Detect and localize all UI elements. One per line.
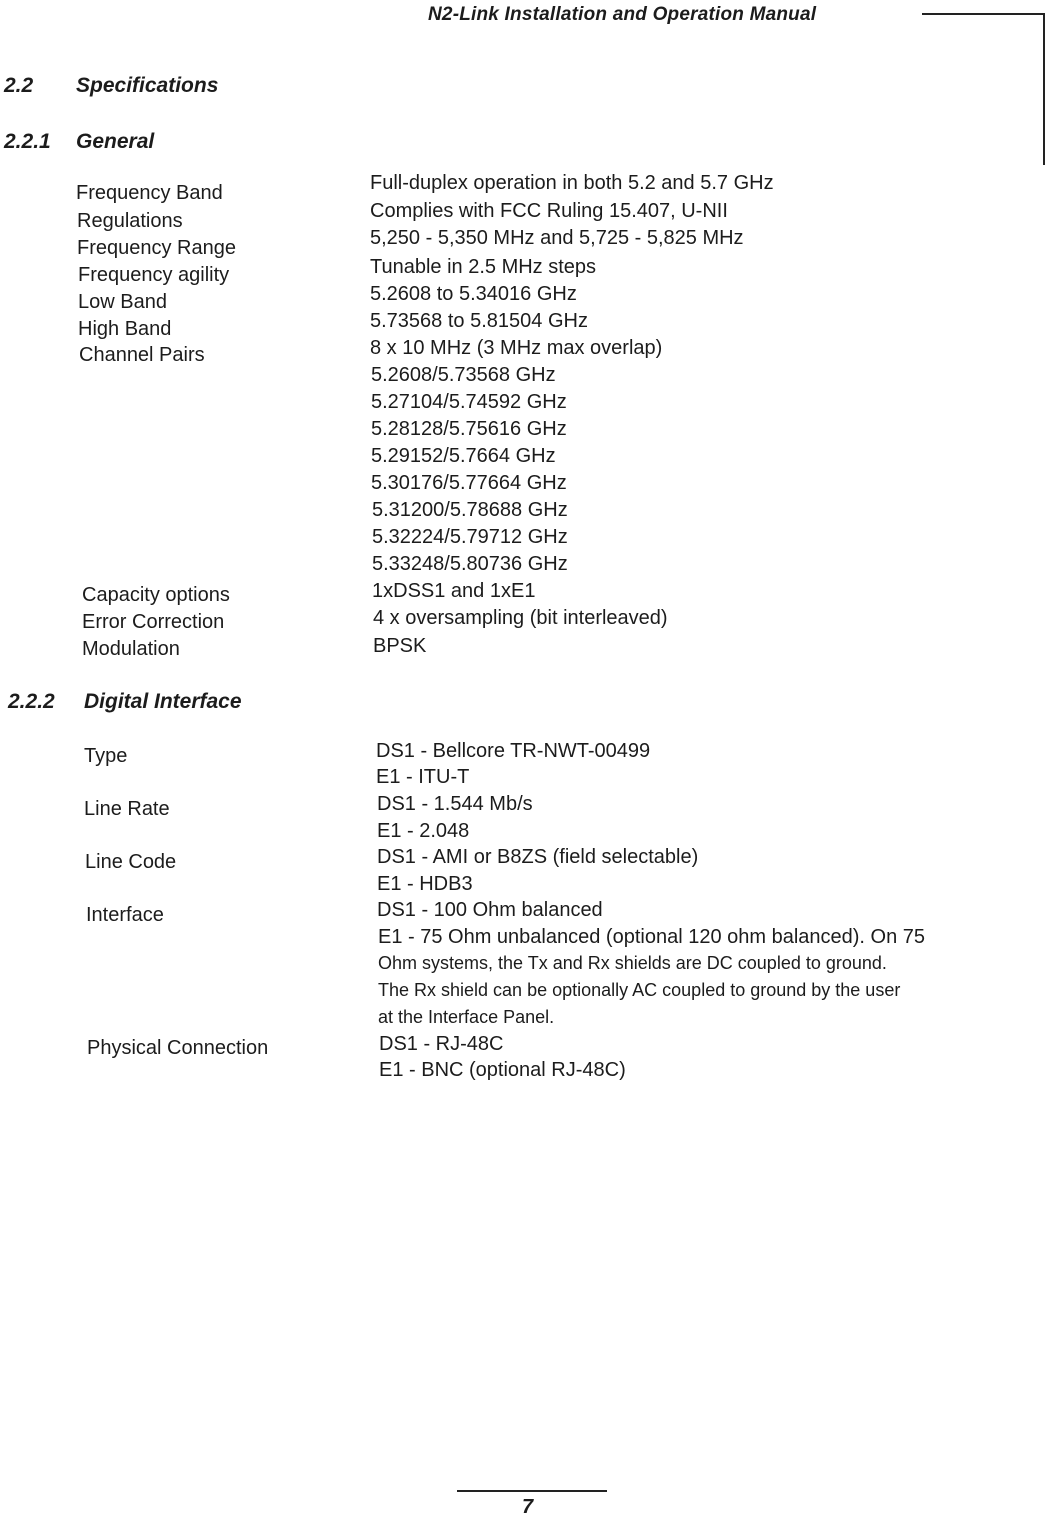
value-error-correction: 4 x oversampling (bit interleaved)	[373, 607, 668, 629]
value-channel-pair: 5.29152/5.7664 GHz	[371, 445, 556, 467]
section-heading-2-2	[4, 74, 218, 98]
section-number: 2.2	[4, 74, 34, 97]
value-channel-pair: 5.32224/5.79712 GHz	[372, 526, 568, 548]
value-channel-pair: 5.33248/5.80736 GHz	[372, 553, 568, 575]
label-type: Type	[84, 745, 128, 767]
section-title: Digital Interface	[84, 690, 242, 713]
value-line-rate-ds1: DS1 - 1.544 Mb/s	[377, 793, 533, 815]
section-number: 2.2.2	[8, 690, 55, 713]
value-regulations: Complies with FCC Ruling 15.407, U-NII	[370, 200, 728, 222]
value-frequency-range: 5,250 - 5,350 MHz and 5,725 - 5,825 MHz	[370, 227, 744, 249]
label-frequency-range: Frequency Range	[77, 237, 236, 259]
page-number: 7	[522, 1496, 534, 1518]
label-physical-connection: Physical Connection	[87, 1037, 269, 1059]
value-channel-pair: 5.2608/5.73568 GHz	[371, 364, 556, 386]
value-interface-e1: E1 - 75 Ohm unbalanced (optional 120 ohm balanced). On 75	[378, 926, 926, 948]
value-line-code-ds1: DS1 - AMI or B8ZS (field selectable)	[377, 846, 699, 868]
label-interface: Interface	[86, 904, 164, 926]
value-physical-connection-ds1: DS1 - RJ-48C	[379, 1033, 504, 1055]
label-line-rate: Line Rate	[84, 798, 170, 820]
value-line-rate-e1: E1 - 2.048	[377, 820, 470, 842]
value-frequency-band: Full-duplex operation in both 5.2 and 5.7 GHz	[370, 172, 774, 194]
value-channel-pair: 5.30176/5.77664 GHz	[371, 472, 567, 494]
value-interface-note: The Rx shield can be optionally AC coupled to ground by the user	[378, 980, 901, 1000]
section-title: Specifications	[76, 74, 219, 97]
value-interface-ds1: DS1 - 100 Ohm balanced	[377, 899, 603, 921]
value-frequency-agility: Tunable in 2.5 MHz steps	[370, 256, 597, 278]
value-channel-pair: 5.31200/5.78688 GHz	[372, 499, 568, 521]
document-header-title: N2-Link Installation and Operation Manual	[428, 4, 817, 25]
value-channel-pairs-summary: 8 x 10 MHz (3 MHz max overlap)	[370, 337, 663, 359]
label-modulation: Modulation	[82, 638, 180, 660]
footer-rule	[457, 1490, 607, 1492]
header-side-rule	[1043, 13, 1045, 165]
label-frequency-agility: Frequency agility	[78, 264, 230, 286]
label-frequency-band: Frequency Band	[76, 182, 223, 204]
section-heading-2-2-2	[8, 690, 242, 714]
label-channel-pairs: Channel Pairs	[79, 344, 205, 366]
section-number: 2.2.1	[4, 130, 51, 153]
label-error-correction: Error Correction	[82, 611, 225, 633]
header-rule	[922, 13, 1044, 15]
value-low-band: 5.2608 to 5.34016 GHz	[370, 283, 577, 305]
label-low-band: Low Band	[78, 291, 167, 313]
label-capacity-options: Capacity options	[82, 584, 230, 606]
section-heading-2-2-1	[4, 130, 154, 154]
value-physical-connection-e1: E1 - BNC (optional RJ-48C)	[379, 1059, 626, 1081]
value-interface-note: Ohm systems, the Tx and Rx shields are DC coupled to ground.	[378, 953, 887, 973]
value-channel-pair: 5.27104/5.74592 GHz	[371, 391, 567, 413]
value-type-ds1: DS1 - Bellcore TR-NWT-00499	[376, 740, 651, 762]
value-capacity-options: 1xDSS1 and 1xE1	[372, 580, 536, 602]
value-high-band: 5.73568 to 5.81504 GHz	[370, 310, 588, 332]
label-high-band: High Band	[78, 318, 172, 340]
value-interface-note: at the Interface Panel.	[378, 1007, 555, 1027]
label-line-code: Line Code	[85, 851, 177, 873]
value-line-code-e1: E1 - HDB3	[377, 873, 473, 895]
value-channel-pair: 5.28128/5.75616 GHz	[371, 418, 567, 440]
value-type-e1: E1 - ITU-T	[376, 766, 470, 788]
value-modulation: BPSK	[373, 635, 427, 657]
label-regulations: Regulations	[77, 210, 183, 232]
section-title: General	[76, 130, 155, 153]
